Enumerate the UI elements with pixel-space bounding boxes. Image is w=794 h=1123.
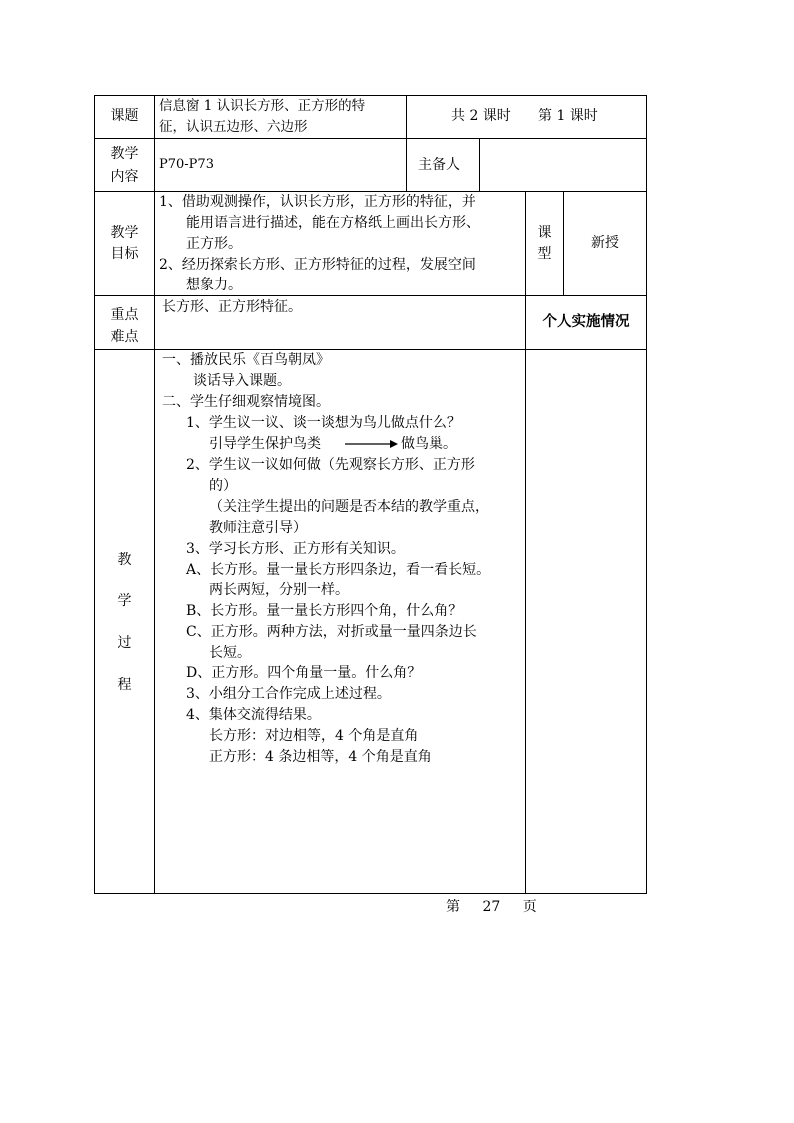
keypoints-label-line2: 难点 bbox=[110, 329, 139, 345]
process-line: D、正方形。四个角量一量。什么角？ bbox=[186, 665, 422, 681]
process-label-char: 程 bbox=[117, 677, 132, 693]
keypoints-text: 长方形、正方形特征。 bbox=[162, 299, 302, 315]
page-number bbox=[446, 898, 537, 916]
process-line: 1、学生议一议、谈一谈想为鸟儿做点什么？ bbox=[186, 415, 461, 431]
lesson-type-label-line2: 型 bbox=[537, 246, 552, 262]
content-label-line1: 教学 bbox=[110, 146, 139, 162]
content-pages: P70-P73 bbox=[159, 157, 214, 172]
process-line: 长短。 bbox=[209, 645, 251, 661]
topic-title-line2: 征，认识五边形、六边形 bbox=[159, 119, 308, 135]
process-line: 两长两短，分别一样。 bbox=[209, 582, 349, 598]
table-border-left bbox=[94, 95, 95, 894]
objectives-label-line1: 教学 bbox=[110, 225, 139, 241]
row-divider-3 bbox=[94, 295, 647, 296]
side-column-divider bbox=[525, 191, 526, 894]
process-line: A、长方形。量一量长方形四条边，看一看长短。 bbox=[186, 562, 491, 578]
process-line: 的） bbox=[209, 478, 237, 494]
process-line: 4、集体交流得结果。 bbox=[186, 707, 321, 723]
table-border-bottom bbox=[94, 893, 647, 894]
lesson-type-label-line1: 课 bbox=[537, 225, 552, 241]
process-line: 长方形：对边相等，4 个角是直角 bbox=[209, 728, 419, 744]
process-line: 3、小组分工合作完成上述过程。 bbox=[186, 686, 391, 702]
process-line: 谈话导入课题。 bbox=[193, 373, 291, 389]
table-border-top bbox=[94, 95, 647, 96]
objective-line: 能用语言进行描述，能在方格纸上画出长方形、 bbox=[186, 215, 480, 231]
process-line: 做鸟巢。 bbox=[401, 436, 457, 452]
objectives-label-line2: 目标 bbox=[110, 246, 139, 262]
personal-implementation-header: 个人实施情况 bbox=[542, 313, 630, 330]
content-label-line2: 内容 bbox=[110, 169, 139, 185]
process-line: 二、学生仔细观察情境图。 bbox=[162, 394, 330, 410]
page-prefix: 第 bbox=[446, 899, 460, 915]
objective-line: 2、经历探索长方形、正方形特征的过程，发展空间 bbox=[159, 257, 476, 273]
arrow-icon bbox=[344, 438, 398, 450]
row-divider-4 bbox=[94, 349, 647, 350]
row-divider-2 bbox=[94, 191, 647, 192]
process-line: （关注学生提出的问题是否本结的教学重点， bbox=[209, 499, 489, 515]
process-line: 引导学生保护鸟类 bbox=[209, 436, 321, 452]
process-line: 2、学生议一议如何做（先观察长方形、正方形 bbox=[186, 457, 475, 473]
process-label-char: 教 bbox=[117, 552, 132, 568]
process-line: 正方形：4 条边相等，4 个角是直角 bbox=[209, 749, 432, 765]
objective-line: 1、借助观测操作，认识长方形，正方形的特征，并 bbox=[159, 194, 476, 210]
preparer-column-divider bbox=[479, 138, 480, 192]
process-line: 一、播放民乐《百鸟朝凤》 bbox=[162, 352, 330, 368]
label-column-divider bbox=[154, 95, 155, 894]
process-line: 教师注意引导） bbox=[209, 520, 307, 536]
process-label-char: 学 bbox=[117, 593, 132, 609]
process-line: B、长方形。量一量长方形四个角，什么角？ bbox=[186, 603, 463, 619]
topic-label: 课题 bbox=[110, 108, 139, 124]
table-border-right bbox=[646, 95, 647, 894]
preparer-label: 主备人 bbox=[418, 157, 460, 173]
objective-line: 想象力。 bbox=[186, 277, 242, 293]
process-label-char: 过 bbox=[117, 635, 132, 651]
lesson-type-value: 新授 bbox=[591, 235, 619, 251]
row-divider-1 bbox=[94, 138, 647, 139]
topic-title-line1: 信息窗 1 认识长方形、正方形的特 bbox=[159, 98, 366, 114]
keypoints-label-line1: 重点 bbox=[110, 307, 139, 323]
objective-line: 正方形。 bbox=[186, 236, 242, 252]
lesson-current: 第 1 课时 bbox=[538, 108, 598, 124]
process-line: C、正方形。两种方法，对折或量一量四条边长 bbox=[186, 624, 477, 640]
lessons-total: 共 2 课时 bbox=[451, 108, 511, 124]
header-column-divider bbox=[406, 95, 407, 192]
page-suffix: 页 bbox=[522, 899, 537, 915]
process-line: 3、学习长方形、正方形有关知识。 bbox=[186, 541, 405, 557]
page-number-value: 27 bbox=[482, 899, 501, 915]
